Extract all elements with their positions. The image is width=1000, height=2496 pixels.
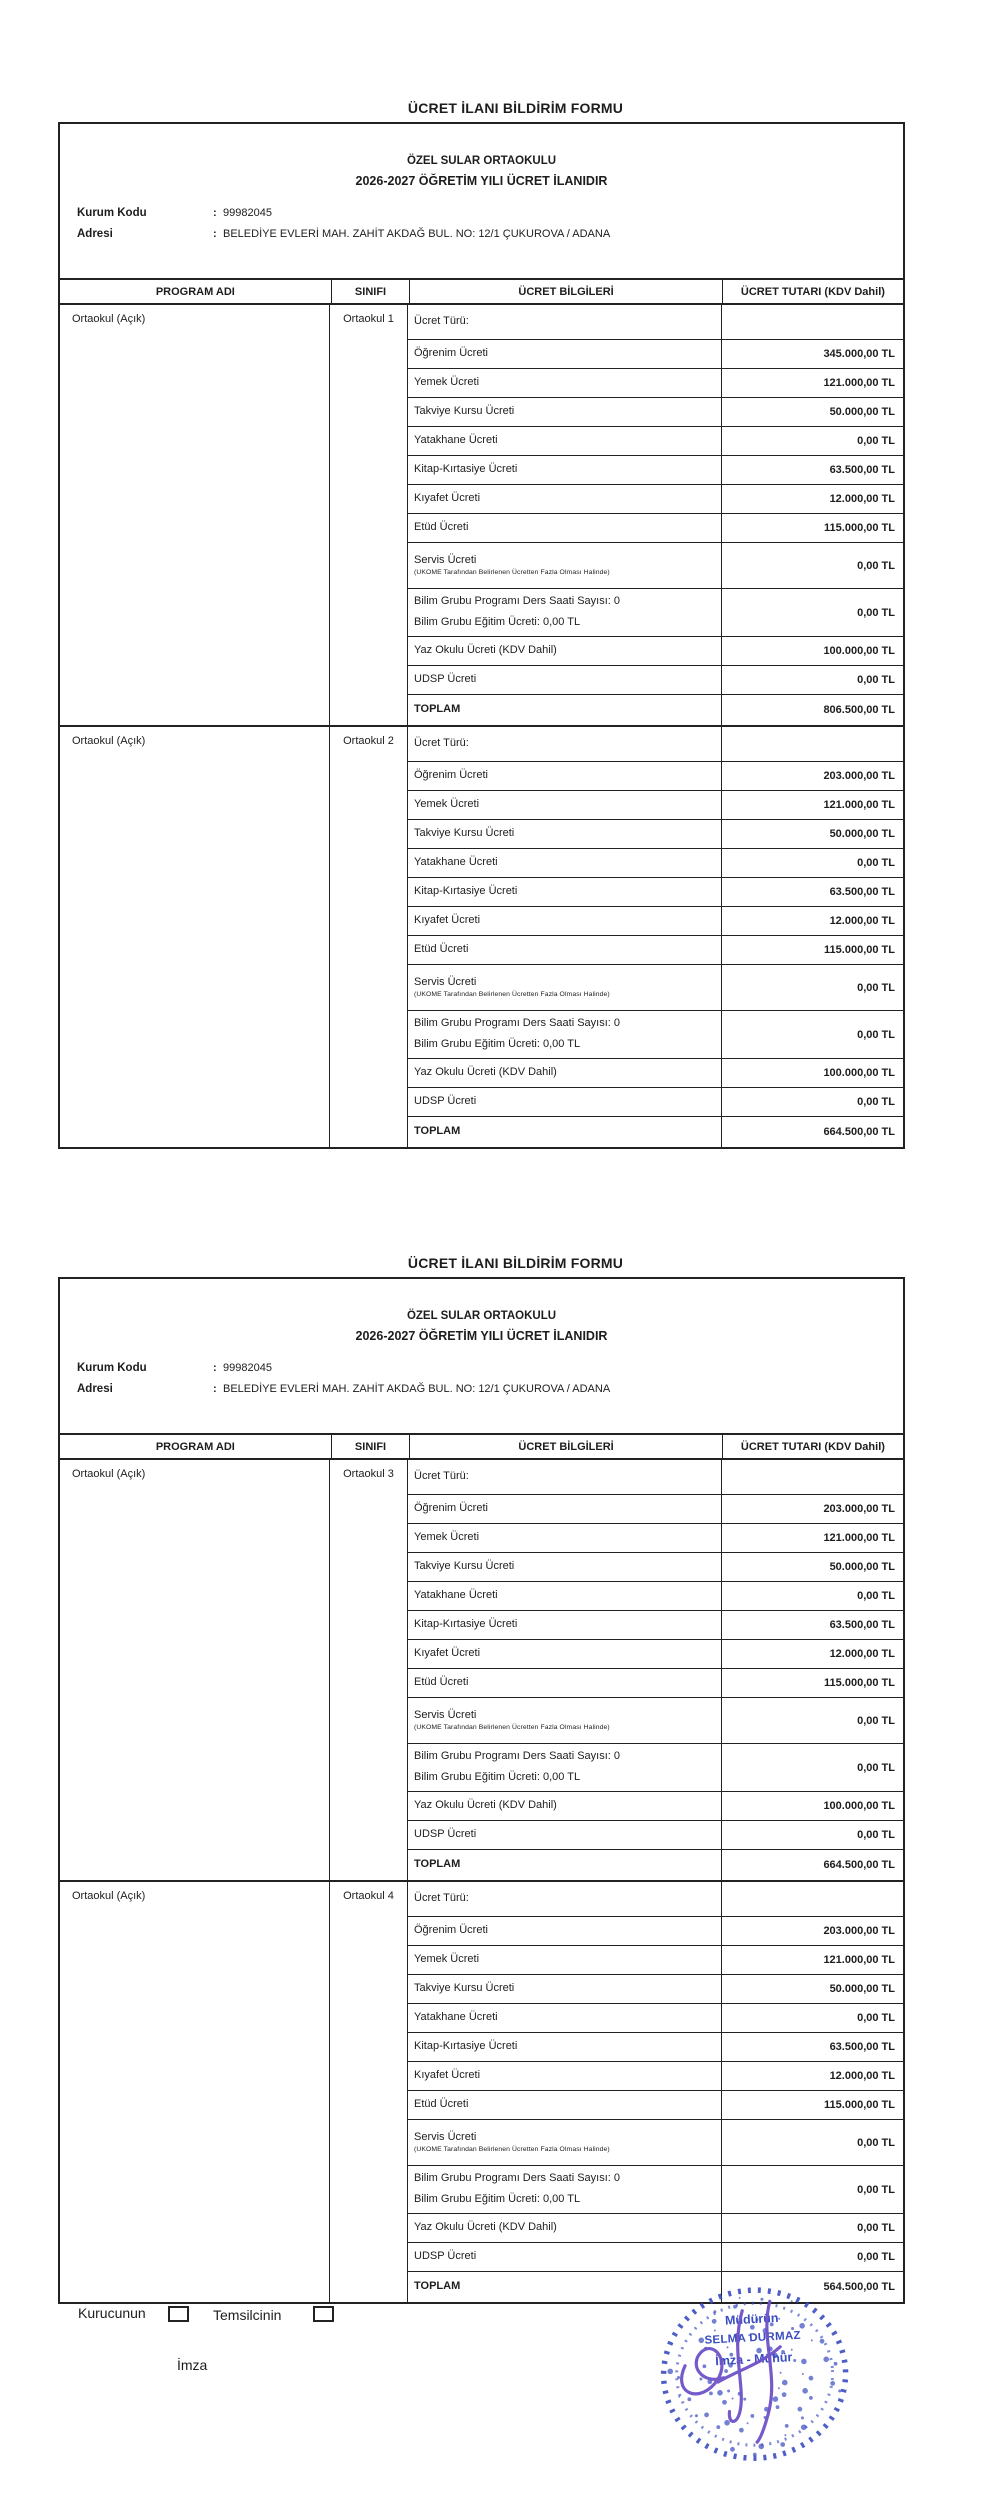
fee-row	[408, 2090, 903, 2119]
fee-label: Ücret Türü:	[414, 737, 469, 750]
imza-label: İmza	[177, 2357, 208, 2373]
fee-label-cell	[408, 1495, 721, 1523]
fee-row	[408, 1581, 903, 1610]
fee-amount: 0,00 TL	[721, 666, 903, 694]
header-program: PROGRAM ADI	[155, 1440, 235, 1453]
fee-label-cell	[408, 907, 721, 935]
fee-row	[408, 397, 903, 426]
fee-row	[408, 761, 903, 790]
fee-label-cell	[408, 1088, 721, 1116]
form-box	[58, 1277, 905, 2304]
fee-label: Servis Ücreti	[414, 553, 477, 566]
fee-label: Kitap-Kırtasiye Ücreti	[414, 885, 518, 898]
fee-row	[408, 694, 903, 725]
fee-label-cell	[408, 1117, 721, 1147]
fee-amount	[721, 305, 903, 339]
fees-table	[60, 1433, 903, 2302]
fee-label-cell	[408, 589, 721, 636]
fee-row	[408, 935, 903, 964]
fee-sublabel: Bilim Grubu Eğitim Ücreti: 0,00 TL	[414, 615, 581, 628]
fee-amount: 0,00 TL	[721, 965, 903, 1010]
fee-row	[408, 790, 903, 819]
fee-amount: 0,00 TL	[721, 2214, 903, 2242]
fee-row	[408, 877, 903, 906]
fee-label: Ücret Türü:	[414, 1892, 469, 1905]
form-info	[60, 124, 903, 278]
fee-label-cell	[408, 2166, 721, 2213]
fee-amount: 63.500,00 TL	[721, 878, 903, 906]
fee-label-cell	[408, 514, 721, 542]
fee-amount: 664.500,00 TL	[721, 1117, 903, 1147]
fee-label-cell	[408, 427, 721, 455]
form-page-1	[0, 100, 1000, 1149]
fee-label-cell	[408, 849, 721, 877]
fee-label: Servis Ücreti	[414, 975, 477, 988]
fee-label: Yaz Okulu Ücreti (KDV Dahil)	[414, 644, 557, 657]
fee-row	[408, 2032, 903, 2061]
header-tutar: ÜCRET TUTARI (KDV Dahil)	[722, 1435, 903, 1458]
fee-row	[408, 665, 903, 694]
fee-amount: 0,00 TL	[721, 2120, 903, 2165]
fee-label: Etüd Ücreti	[414, 943, 469, 956]
fee-label-cell	[408, 2091, 721, 2119]
fee-sublabel: (UKOME Tarafından Belirlenen Ücretten Fazla Olması Halinde)	[414, 990, 610, 998]
fee-amount: 50.000,00 TL	[721, 398, 903, 426]
fee-label: TOPLAM	[414, 703, 461, 716]
program-block	[60, 1880, 903, 2302]
fee-row	[408, 305, 903, 339]
program-name-cell	[60, 305, 329, 725]
fee-amount: 664.500,00 TL	[721, 1850, 903, 1880]
fee-sublabel: (UKOME Tarafından Belirlenen Ücretten Fazla Olması Halinde)	[414, 2145, 610, 2153]
fee-label-cell	[408, 1611, 721, 1639]
adresi-value: BELEDİYE EVLERİ MAH. ZAHİT AKDAĞ BUL. NO: 12/1 ÇUKUROVA / ADANA	[223, 1383, 611, 1395]
fee-label: Etüd Ücreti	[414, 521, 469, 534]
fee-amount: 0,00 TL	[721, 1011, 903, 1058]
program-name: Ortaokul (Açık)	[72, 1468, 146, 1480]
kurum-kodu-label: Kurum Kodu	[77, 1362, 147, 1374]
fee-rows	[408, 305, 903, 725]
fee-label-cell	[408, 543, 721, 588]
fee-label-cell	[408, 305, 721, 339]
fee-amount: 63.500,00 TL	[721, 1611, 903, 1639]
fee-label: Kitap-Kırtasiye Ücreti	[414, 2040, 518, 2053]
colon: :	[213, 228, 217, 240]
fee-label: Yemek Ücreti	[414, 1531, 480, 1544]
fee-label: Yaz Okulu Ücreti (KDV Dahil)	[414, 1066, 557, 1079]
fee-label-cell	[408, 695, 721, 725]
fee-label-cell	[408, 1011, 721, 1058]
fee-label-cell	[408, 2033, 721, 2061]
program-block	[60, 1460, 903, 1880]
class-name: Ortaokul 1	[343, 313, 394, 325]
table-header-row	[60, 278, 903, 305]
fee-row	[408, 1116, 903, 1147]
adresi-label: Adresi	[77, 1383, 113, 1395]
fee-label: Bilim Grubu Programı Ders Saati Sayısı: 0	[414, 595, 621, 608]
fee-row	[408, 339, 903, 368]
fee-row	[408, 2213, 903, 2242]
kurum-kodu-value: 99982045	[223, 1362, 272, 1374]
adresi-label: Adresi	[77, 228, 113, 240]
fee-label-cell	[408, 1059, 721, 1087]
fee-label: Yaz Okulu Ücreti (KDV Dahil)	[414, 1799, 557, 1812]
fee-amount: 63.500,00 TL	[721, 456, 903, 484]
fee-label: Kıyafet Ücreti	[414, 914, 481, 927]
kurum-kodu-label: Kurum Kodu	[77, 207, 147, 219]
fees-table	[60, 278, 903, 1147]
stamp-line-imza-muhur: İmza - Mühür	[714, 2350, 793, 2369]
fee-label: UDSP Ücreti	[414, 1095, 477, 1108]
fee-amount: 12.000,00 TL	[721, 485, 903, 513]
fee-row	[408, 426, 903, 455]
fee-amount: 0,00 TL	[721, 849, 903, 877]
fee-label-cell	[408, 1669, 721, 1697]
fee-rows	[408, 1882, 903, 2302]
fee-row	[408, 2165, 903, 2213]
fee-label-cell	[408, 1524, 721, 1552]
fee-row	[408, 588, 903, 636]
fee-label: Yemek Ücreti	[414, 376, 480, 389]
fee-label: Takviye Kursu Ücreti	[414, 827, 515, 840]
fee-label-cell	[408, 1850, 721, 1880]
fee-label-cell	[408, 666, 721, 694]
fee-amount: 806.500,00 TL	[721, 695, 903, 725]
form-title: ÜCRET İLANI BİLDİRİM FORMU	[407, 100, 624, 116]
fee-label: UDSP Ücreti	[414, 2250, 477, 2263]
fee-label-cell	[408, 1792, 721, 1820]
fee-amount: 345.000,00 TL	[721, 340, 903, 368]
program-name-cell	[60, 1460, 329, 1880]
fee-amount: 50.000,00 TL	[721, 1975, 903, 2003]
fee-amount: 121.000,00 TL	[721, 369, 903, 397]
fee-label: Kitap-Kırtasiye Ücreti	[414, 1618, 518, 1631]
fee-label-cell	[408, 340, 721, 368]
fee-label-cell	[408, 1882, 721, 1916]
fee-row	[408, 1494, 903, 1523]
fee-label: Yemek Ücreti	[414, 798, 480, 811]
fee-label-cell	[408, 2120, 721, 2165]
fee-sublabel: Bilim Grubu Eğitim Ücreti: 0,00 TL	[414, 1770, 581, 1783]
fee-amount	[721, 727, 903, 761]
class-name: Ortaokul 4	[343, 1890, 394, 1902]
fee-label: Takviye Kursu Ücreti	[414, 405, 515, 418]
program-name-cell	[60, 1882, 329, 2302]
fee-row	[408, 1010, 903, 1058]
fee-label-cell	[408, 1582, 721, 1610]
fee-row	[408, 1087, 903, 1116]
fee-row	[408, 1820, 903, 1849]
fee-amount: 100.000,00 TL	[721, 1792, 903, 1820]
fee-amount: 0,00 TL	[721, 543, 903, 588]
fee-row	[408, 1743, 903, 1791]
fee-label-cell	[408, 1821, 721, 1849]
fee-row	[408, 964, 903, 1010]
class-name-cell	[329, 727, 408, 1147]
fee-amount: 115.000,00 TL	[721, 936, 903, 964]
fee-row	[408, 368, 903, 397]
fee-label: Servis Ücreti	[414, 2130, 477, 2143]
fee-label: UDSP Ücreti	[414, 673, 477, 686]
fee-amount: 0,00 TL	[721, 1088, 903, 1116]
fee-row	[408, 848, 903, 877]
fee-label-cell	[408, 1460, 721, 1494]
class-name-cell	[329, 1882, 408, 2302]
fee-sublabel: (UKOME Tarafından Belirlenen Ücretten Fazla Olması Halinde)	[414, 568, 610, 576]
class-name-cell	[329, 1460, 408, 1880]
school-name: ÖZEL SULAR ORTAOKULU	[406, 1310, 557, 1322]
fee-row	[408, 727, 903, 761]
program-block	[60, 725, 903, 1147]
fee-amount: 12.000,00 TL	[721, 1640, 903, 1668]
form-page-2	[0, 1255, 1000, 2304]
temsilcinin-checkbox[interactable]	[313, 2306, 334, 2322]
fee-row	[408, 1610, 903, 1639]
fee-amount: 0,00 TL	[721, 1698, 903, 1743]
fee-label: Yemek Ücreti	[414, 1953, 480, 1966]
adresi-row	[77, 1383, 903, 1395]
fee-amount: 100.000,00 TL	[721, 1059, 903, 1087]
program-block	[60, 305, 903, 725]
fee-label: Takviye Kursu Ücreti	[414, 1982, 515, 1995]
fee-label: Kıyafet Ücreti	[414, 492, 481, 505]
fee-amount: 115.000,00 TL	[721, 2091, 903, 2119]
fee-amount: 115.000,00 TL	[721, 514, 903, 542]
colon: :	[213, 1383, 217, 1395]
header-bilgi: ÜCRET BİLGİLERİ	[518, 1440, 614, 1453]
year-line: 2026-2027 ÖĞRETİM YILI ÜCRET İLANIDIR	[355, 1329, 608, 1343]
fee-amount: 63.500,00 TL	[721, 2033, 903, 2061]
fee-row	[408, 542, 903, 588]
fee-row	[408, 1791, 903, 1820]
program-name: Ortaokul (Açık)	[72, 1890, 146, 1902]
fee-amount: 0,00 TL	[721, 1744, 903, 1791]
form-box	[58, 122, 905, 1149]
fee-label-cell	[408, 1698, 721, 1743]
fee-label: Yatakhane Ücreti	[414, 856, 498, 869]
fee-label: Bilim Grubu Programı Ders Saati Sayısı: 0	[414, 1017, 621, 1030]
fee-label-cell	[408, 762, 721, 790]
stamp-line-name: SELMA DURMAZ	[704, 2329, 802, 2347]
fee-row	[408, 1849, 903, 1880]
program-name: Ortaokul (Açık)	[72, 313, 146, 325]
fee-label-cell	[408, 2004, 721, 2032]
fee-label-cell	[408, 936, 721, 964]
fee-rows	[408, 727, 903, 1147]
fee-sublabel: Bilim Grubu Eğitim Ücreti: 0,00 TL	[414, 2192, 581, 2205]
fee-label: Kitap-Kırtasiye Ücreti	[414, 463, 518, 476]
fee-row	[408, 455, 903, 484]
fee-amount: 0,00 TL	[721, 1821, 903, 1849]
kurum-kodu-row	[77, 1362, 903, 1374]
fee-row	[408, 636, 903, 665]
fee-amount: 0,00 TL	[721, 427, 903, 455]
fee-label-cell	[408, 456, 721, 484]
school-name: ÖZEL SULAR ORTAOKULU	[406, 155, 557, 167]
colon: :	[213, 1362, 217, 1374]
fee-label: Yatakhane Ücreti	[414, 1589, 498, 1602]
stamp-line-mudurun: Müdürün	[724, 2310, 779, 2328]
fee-label-cell	[408, 878, 721, 906]
adresi-value: BELEDİYE EVLERİ MAH. ZAHİT AKDAĞ BUL. NO: 12/1 ÇUKUROVA / ADANA	[223, 228, 611, 240]
fee-amount: 50.000,00 TL	[721, 820, 903, 848]
fee-amount: 12.000,00 TL	[721, 2062, 903, 2090]
fee-row	[408, 1697, 903, 1743]
header-tutar: ÜCRET TUTARI (KDV Dahil)	[722, 280, 903, 303]
fee-row	[408, 906, 903, 935]
header-sinif: SINIFI	[331, 280, 411, 303]
fee-row	[408, 1882, 903, 1916]
fee-amount	[721, 1882, 903, 1916]
fee-row	[408, 2242, 903, 2271]
fee-label-cell	[408, 369, 721, 397]
fee-amount: 0,00 TL	[721, 2004, 903, 2032]
program-name-cell	[60, 727, 329, 1147]
fee-row	[408, 1460, 903, 1494]
fee-label: Etüd Ücreti	[414, 2098, 469, 2111]
fee-amount: 203.000,00 TL	[721, 1495, 903, 1523]
fee-label-cell	[408, 1917, 721, 1945]
fee-amount	[721, 1460, 903, 1494]
kurucunun-checkbox[interactable]	[168, 2306, 189, 2322]
fee-label-cell	[408, 965, 721, 1010]
temsilcinin-label: Temsilcinin	[213, 2307, 282, 2323]
fee-amount: 564.500,00 TL	[721, 2272, 903, 2302]
table-body	[60, 1460, 903, 2302]
fee-label: Öğrenim Ücreti	[414, 347, 488, 360]
signature-graphic	[653, 2280, 831, 2449]
fee-row	[408, 1916, 903, 1945]
fee-label: Ücret Türü:	[414, 1470, 469, 1483]
kurucunun-label: Kurucunun	[78, 2305, 146, 2321]
fee-label-cell	[408, 727, 721, 761]
fee-row	[408, 2061, 903, 2090]
fee-label-cell	[408, 2062, 721, 2090]
fee-sublabel: Bilim Grubu Eğitim Ücreti: 0,00 TL	[414, 1037, 581, 1050]
fee-row	[408, 2119, 903, 2165]
fee-row	[408, 1668, 903, 1697]
fee-label: Etüd Ücreti	[414, 1676, 469, 1689]
official-stamp	[653, 2279, 863, 2485]
fee-label: TOPLAM	[414, 2280, 461, 2293]
table-header-row	[60, 1433, 903, 1460]
kurum-kodu-row	[77, 207, 903, 219]
fee-label: UDSP Ücreti	[414, 1828, 477, 1841]
fee-label-cell	[408, 2243, 721, 2271]
fee-label-cell	[408, 2214, 721, 2242]
fee-row	[408, 1974, 903, 2003]
fee-label: Kıyafet Ücreti	[414, 1647, 481, 1660]
fee-amount: 12.000,00 TL	[721, 907, 903, 935]
fee-label-cell	[408, 398, 721, 426]
class-name: Ortaokul 3	[343, 1468, 394, 1480]
fee-label-cell	[408, 1975, 721, 2003]
fee-label: Öğrenim Ücreti	[414, 1502, 488, 1515]
colon: :	[213, 207, 217, 219]
fee-label-cell	[408, 820, 721, 848]
fee-label: Öğrenim Ücreti	[414, 1924, 488, 1937]
header-bilgi: ÜCRET BİLGİLERİ	[518, 285, 614, 298]
fee-row	[408, 2003, 903, 2032]
fee-label: Öğrenim Ücreti	[414, 769, 488, 782]
fee-label: Yaz Okulu Ücreti (KDV Dahil)	[414, 2221, 557, 2234]
fee-amount: 0,00 TL	[721, 2243, 903, 2271]
kurum-kodu-value: 99982045	[223, 207, 272, 219]
fee-row	[408, 1945, 903, 1974]
fee-label: Bilim Grubu Programı Ders Saati Sayısı: 0	[414, 1750, 621, 1763]
fee-amount: 121.000,00 TL	[721, 791, 903, 819]
fee-row	[408, 1523, 903, 1552]
fee-row	[408, 1639, 903, 1668]
adresi-row	[77, 228, 903, 240]
header-program: PROGRAM ADI	[155, 285, 235, 298]
fee-label-cell	[408, 1946, 721, 1974]
fee-label: TOPLAM	[414, 1858, 461, 1871]
fee-row	[408, 1552, 903, 1581]
program-name: Ortaokul (Açık)	[72, 735, 146, 747]
form-title: ÜCRET İLANI BİLDİRİM FORMU	[407, 1255, 624, 1271]
fee-label: TOPLAM	[414, 1125, 461, 1138]
fee-amount: 121.000,00 TL	[721, 1946, 903, 1974]
table-body	[60, 305, 903, 1147]
fee-label: Yatakhane Ücreti	[414, 2011, 498, 2024]
fee-amount: 50.000,00 TL	[721, 1553, 903, 1581]
header-sinif: SINIFI	[331, 1435, 411, 1458]
fee-amount: 100.000,00 TL	[721, 637, 903, 665]
fee-row	[408, 819, 903, 848]
fee-row	[408, 513, 903, 542]
fee-label-cell	[408, 1640, 721, 1668]
fee-amount: 121.000,00 TL	[721, 1524, 903, 1552]
year-line: 2026-2027 ÖĞRETİM YILI ÜCRET İLANIDIR	[355, 174, 608, 188]
class-name: Ortaokul 2	[343, 735, 394, 747]
form-info	[60, 1279, 903, 1433]
fee-label-cell	[408, 791, 721, 819]
fee-amount: 203.000,00 TL	[721, 1917, 903, 1945]
fee-amount: 115.000,00 TL	[721, 1669, 903, 1697]
fee-label-cell	[408, 637, 721, 665]
class-name-cell	[329, 305, 408, 725]
fee-label: Ücret Türü:	[414, 315, 469, 328]
fee-label: Yatakhane Ücreti	[414, 434, 498, 447]
fee-amount: 0,00 TL	[721, 589, 903, 636]
fee-rows	[408, 1460, 903, 1880]
fee-amount: 0,00 TL	[721, 2166, 903, 2213]
fee-label: Takviye Kursu Ücreti	[414, 1560, 515, 1573]
fee-amount: 0,00 TL	[721, 1582, 903, 1610]
fee-sublabel: (UKOME Tarafından Belirlenen Ücretten Fazla Olması Halinde)	[414, 1723, 610, 1731]
fee-amount: 203.000,00 TL	[721, 762, 903, 790]
fee-label-cell	[408, 485, 721, 513]
fee-row	[408, 484, 903, 513]
fee-label: Bilim Grubu Programı Ders Saati Sayısı: 0	[414, 2172, 621, 2185]
fee-label-cell	[408, 1553, 721, 1581]
fee-label: Servis Ücreti	[414, 1708, 477, 1721]
fee-label-cell	[408, 1744, 721, 1791]
fee-label: Kıyafet Ücreti	[414, 2069, 481, 2082]
fee-row	[408, 1058, 903, 1087]
